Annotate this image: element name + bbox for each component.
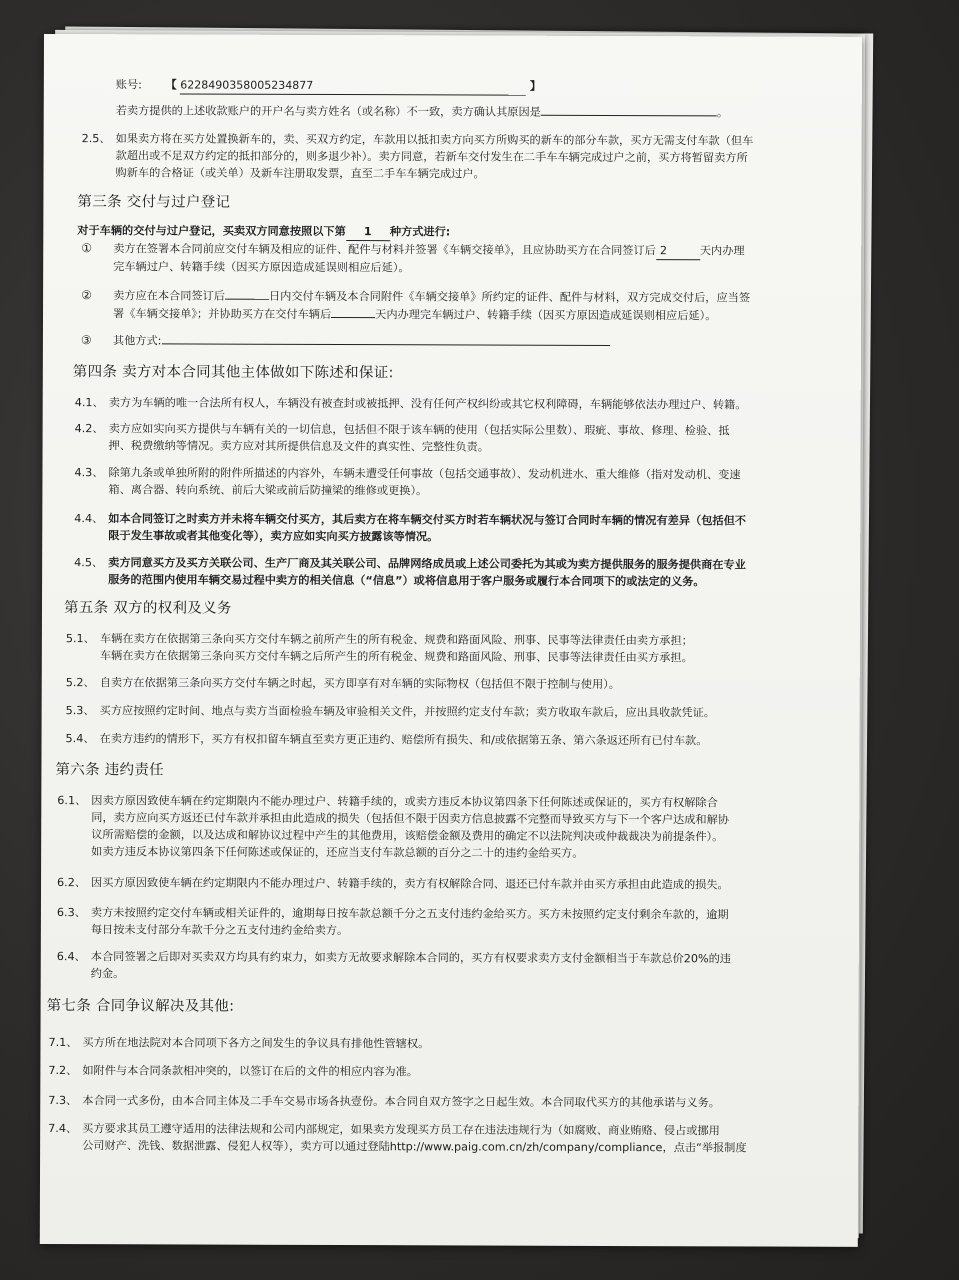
delivery-method-choice: 1 <box>346 223 390 241</box>
option-3-text <box>113 332 610 351</box>
clause-text: 买方所在地法院对本合同项下各方之间发生的争议具有排他性管辖权。 <box>82 1036 430 1051</box>
clause-text: 限于发生事故或者其他变化等），卖方应如实向买方披露该等情况。 <box>108 529 439 544</box>
clause-text: 因买方原因致使车辆在约定期限内不能办理过户、转籍手续的，卖方有权解除合同、退还已付车款并由买方承担由此造成的损失。 <box>91 876 729 892</box>
clause-text: 除第九条或单独所附的附件所描述的内容外，车辆未遭受任何事故（包括交通事故）、发动机进水、重大维修（指对发动机、变速 <box>108 466 741 482</box>
clause-text: 公司财产、洗钱、数据泄露、侵犯人权等），卖方可以通过登陆http://www.paig.com.cn/zh/company/compliance，点击“举报制度 <box>82 1139 747 1155</box>
clause-text: 在卖方违约的情形下，买方有权扣留车辆直至卖方更正违约、赔偿所有损失、和/或依据第五条、第六条返还所有已付车款。 <box>99 732 708 748</box>
clause-number: 5.2、 <box>65 676 95 690</box>
clause-text: 车辆在卖方在依据第三条向买方交付车辆之前所产生的所有税金、规费和路面风险、刑事、民事等法律责任由卖方承担； <box>99 632 693 648</box>
clause-number: 5.1、 <box>65 632 95 646</box>
clause-number: 6.3、 <box>56 906 86 920</box>
clause-number: 4.3、 <box>74 466 104 480</box>
option-2-line1-end: 日内交付车辆及本合同附件《车辆交接单》所约定的证件、配件与材料，双方完成交付后，应当签 <box>268 289 751 305</box>
clause-text: 车辆在卖方在依据第三条向买方交付车辆之后所产生的所有税金、规费和路面风险、刑事、民事等法律责任由买方承担。 <box>99 649 693 665</box>
account-line <box>116 76 541 95</box>
article-7-title: 第七条 合同争议解决及其他: <box>46 998 235 1015</box>
clause-text: 款超出或不足双方约定的抵扣部分的，则多退少补）。卖方同意，若新车交付发生在二手车车辆完成过户之前，买方将暂留卖方所 <box>115 149 748 165</box>
clause-text: 购新车的合格证（或关单）及新车注册取发票，直至二手车车辆完成过户。 <box>115 166 485 181</box>
clause-number: 4.2、 <box>74 422 104 436</box>
clause-text: 卖方同意买方及买方关联公司、生产厂商及其关联公司、品牌网络成员或上述公司委托为其或为卖方提供服务的服务提供商在专业 <box>108 556 746 572</box>
article-4-title: 第四条 卖方对本合同其他主体做如下陈述和保证: <box>72 364 394 382</box>
clause-number: 5.4、 <box>65 732 95 746</box>
art3-intro <box>77 222 450 241</box>
option-3-blank <box>161 343 609 346</box>
clause-text: 卖方为车辆的唯一合法所有权人，车辆没有被查封或被抵押、没有任何产权纠纷或其它权利障碍，车辆能够依法办理过户、转籍。 <box>108 396 747 412</box>
option-2-line1: 卖方应在本合同签订后 <box>113 289 225 303</box>
clause-text: 买方要求其员工遵守适用的法律法规和公司内部规定，如果卖方发现买方员工存在违法违规行为（如腐败、商业贿赂、侵占或挪用 <box>82 1122 720 1138</box>
account-open-bracket: 【 <box>165 78 177 92</box>
clause-number: 6.2、 <box>57 876 87 890</box>
option-2-text2 <box>113 305 716 324</box>
clause-text: 本合同一式多份，由本合同主体及二手车交易市场各执壹份。本合同自双方签字之日起生效。本合同取代买方的其他承诺与义务。 <box>82 1094 720 1110</box>
article-3-title: 第三条 交付与过户登记 <box>77 194 231 211</box>
account-label: 账号: <box>115 78 143 92</box>
option-3-label: 其他方式: <box>112 334 162 348</box>
option-2-line2: 署《车辆交接单》；并协助买方在交付车辆后 <box>113 307 332 322</box>
clause-text: 同，卖方应向买方返还已付车款并承担由此造成的损失（包括但不限于因卖方信息披露不完整而导致买方与下一个客户达成和解协 <box>91 811 729 827</box>
clause-text: 因卖方原因致使车辆在约定期限内不能办理过户、转籍手续的，或卖方违反本协议第四条下任何陈述或保证的，买方有权解除合 <box>91 794 718 810</box>
clause-text: 买方应按照约定时间、地点与卖方当面检验车辆及审验相关文件，并按照约定支付车款；卖方收取车款后，应出具收款凭证。 <box>99 704 715 720</box>
clause-text: 如附件与本合同条款相冲突的，以签订在后的文件的相应内容为准。 <box>82 1064 419 1079</box>
clause-text: 如卖方违反本协议第四条下任何陈述或保证的，还应当支付车款总额的百分之二十的违约金给买方。 <box>91 845 584 860</box>
clause-text: 自卖方在依据第三条向买方交付车辆之时起，买方即享有对车辆的实际物权（包括但不限于控制与使用）。 <box>99 676 620 692</box>
clause-text: 押、税费缴纳等情况。卖方应对其所提供信息及文件的真实性、完整性负责。 <box>108 439 489 454</box>
clause-number: 6.1、 <box>57 794 87 808</box>
clause-number: 7.3、 <box>48 1094 78 1108</box>
clause-text: 如本合同签订之时卖方并未将车辆交付买方，其后卖方在将车辆交付买方时若车辆状况与签订合同时车辆的情况有差异（包括但不 <box>108 512 747 528</box>
clause-number: 4.5、 <box>74 556 104 570</box>
article-5-title: 第五条 双方的权利及义务 <box>63 600 232 617</box>
option-2-line2-end: 天内办理完车辆过户、转籍手续（因买方原因造成延误则相应后延）。 <box>375 308 717 323</box>
option-mark: ① <box>81 241 93 256</box>
option-mark: ③ <box>80 333 92 348</box>
clause-text: 每日按未支付部分车款千分之五支付违约金给卖方。 <box>90 923 349 938</box>
option-2-text <box>113 287 750 306</box>
account-number: 6228490358005234877 <box>180 76 526 95</box>
mismatch-end: 。 <box>716 106 729 120</box>
clause-number: 7.2、 <box>48 1064 78 1078</box>
clause-number: 6.4、 <box>56 950 86 964</box>
clause-number: 4.1、 <box>74 396 104 410</box>
clause-text: 卖方未按照约定交付车辆或相关证件的，逾期每日按车款总额千分之五支付违约金给买方。买方未按照约定支付剩余车款的，逾期 <box>90 906 729 922</box>
clause-text: 约金。 <box>90 967 125 981</box>
option-1-text <box>113 240 744 260</box>
clause-number: 7.1、 <box>48 1036 78 1050</box>
mismatch-note <box>116 102 728 121</box>
mismatch-blank <box>541 115 717 117</box>
article-6-title: 第六条 违约责任 <box>55 762 164 779</box>
option-mark: ② <box>81 288 92 303</box>
art3-intro-end: 种方式进行: <box>389 225 451 239</box>
option-1-days: 2 <box>656 242 700 260</box>
clause-number: 4.4、 <box>74 512 104 526</box>
mismatch-text: 若卖方提供的上述收款账户的开户名与卖方姓名（或名称）不一致，卖方确认其原因是 <box>115 104 541 119</box>
clause-number: 5.3、 <box>65 704 95 718</box>
art3-intro-text: 对于车辆的交付与过户登记，买卖双方同意按照以下第 <box>77 224 346 239</box>
clause-text: 本合同签署之后即对买卖双方均具有约束力，如卖方无故要求解除本合同的，买方有权要求卖方支付金额相当于车款总价20%的违 <box>90 950 731 966</box>
option-1-line1-end: 天内办理 <box>699 244 745 258</box>
option-2-blank <box>225 299 269 300</box>
clause-text: 服务的范围内使用车辆交易过程中卖方的相关信息（“信息”）或将信息用于客户服务或履行本合同项下的或法定的义务。 <box>108 573 705 589</box>
option-1-line1: 卖方在签署本合同前应交付车辆及相应的证件、配件与材料并签署《车辆交接单》，且应协助买方在合同签订后 <box>113 242 656 258</box>
clause-text: 如果卖方将在买方处置换新车的，卖、买双方约定，车款用以抵扣卖方向买方所购买的新车的部分车款，买方无需支付车款（但车 <box>115 132 754 148</box>
account-close-bracket: 】 <box>529 79 542 93</box>
clause-number: 7.4、 <box>48 1122 78 1136</box>
option-1-line2: 完车辆过户、转籍手续（因买方原因造成延误则相应后延）。 <box>113 260 410 275</box>
clause-text: 卖方应如实向买方提供与车辆有关的一切信息，包括但不限于该车辆的使用（包括实际公里数）、瑕疵、事故、修理、检验、抵 <box>108 422 730 438</box>
option-2-blank2 <box>331 317 375 318</box>
clause-text: 箱、离合器、转向系统、前后大梁或前后防撞梁的维修或更换）。 <box>108 483 428 498</box>
clause-text: 议所需赔偿的金额，以及达成和解协议过程中产生的其他费用，该赔偿金额及费用的确定不以法院判决或仲裁裁决为前提条件）。 <box>91 828 724 844</box>
contract-page <box>40 34 862 1247</box>
clause-number: 2.5、 <box>81 132 111 146</box>
